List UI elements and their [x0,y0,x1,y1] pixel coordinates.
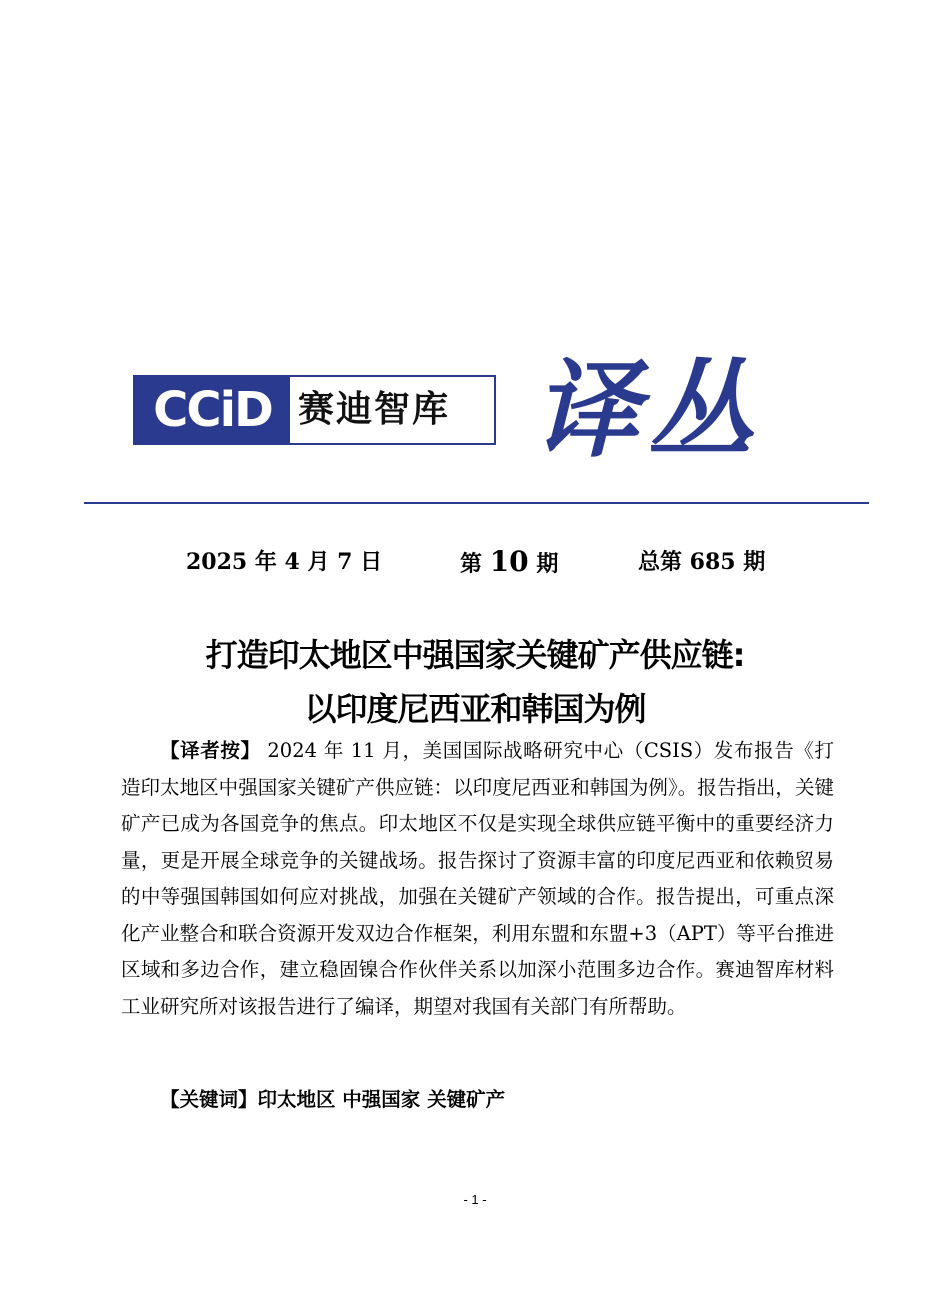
issue-total: 总第 685 期 [638,549,766,575]
keywords-label: 【关键词】 [160,1088,258,1111]
logo-ccid-mark: CCiD [135,377,290,443]
issue-date: 2025 年 4 月 7 日 [186,549,383,575]
issue-number-prefix: 第 [460,551,483,577]
translator-note-text: 2024 年 11 月，美国国际战略研究中心（CSIS）发布报告《打造印太地区中强国家关键矿产供应链：以印度尼西亚和韩国为例》。报告指出，关键矿产已成为各国竞争的焦点。印太地区不仅是实现全球供应链平衡中的重要经济力量，更是开展全球竞争的关键战场。报告探讨了资源丰富的印度尼西亚和依赖贸易的中等强国韩国如何应对挑战，加强在关键矿产领域的合作。报告提出，可重点深化产业整合和联合资源开发双边合作框架，利用东盟和东盟+3（APT）等平台推进区域和多边合作，建立稳固镍合作伙伴关系以加深小范围多边合作。赛迪智库材料工业研究所对该报告进行了编译，期望对我国有关部门有所帮助。 [121,739,834,1018]
ccid-logo [133,375,496,445]
report-title-line-2: 以印度尼西亚和韩国为例 [304,690,646,728]
issue-number-suffix: 期 [536,551,559,577]
series-title: 译丛 [533,347,761,472]
page-number: - 1 - [463,1192,487,1207]
logo-cn-name: 赛迪智库 [298,389,451,430]
issue-number-value: 10 [489,545,529,578]
header-divider [84,502,869,504]
issue-number [460,544,558,580]
report-title-line-1: 打造印太地区中强国家关键矿产供应链: [205,636,745,674]
keywords [121,1084,834,1116]
translator-note-label: 【译者按】 [160,739,261,762]
translator-note [121,733,834,1025]
keywords-values: 印太地区 中强国家 关键矿产 [257,1088,506,1111]
masthead [133,340,823,490]
